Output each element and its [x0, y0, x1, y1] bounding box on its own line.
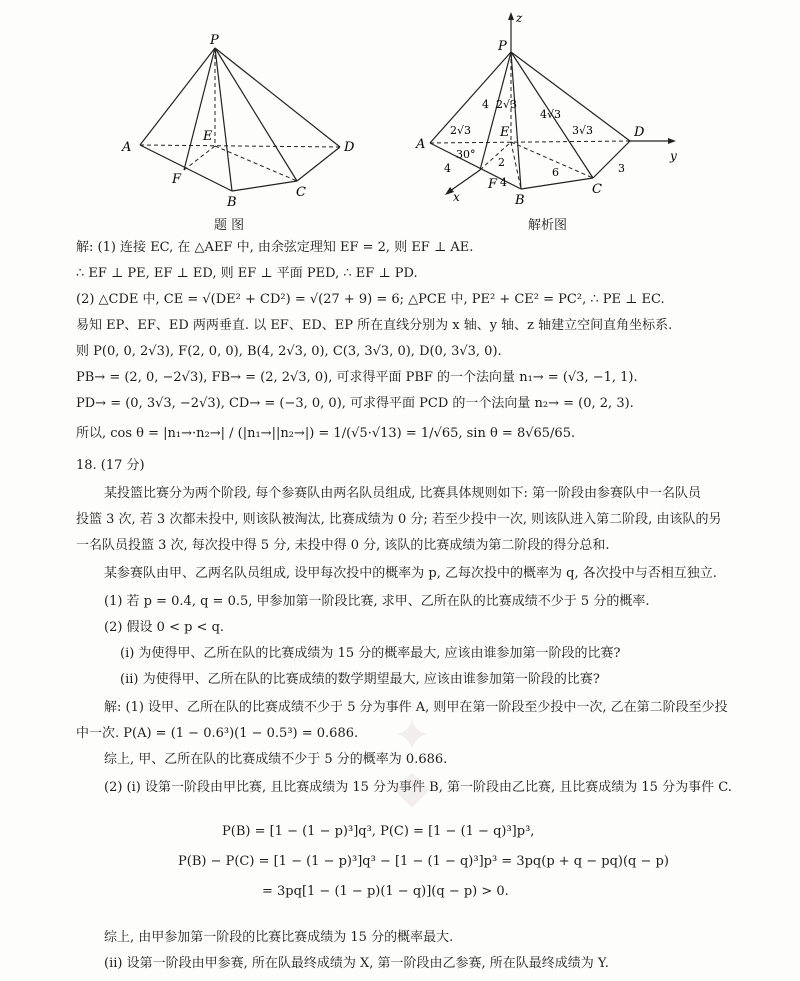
text-line: PD→ = (0, 3√3, −2√3), CD→ = (−3, 0, 0), 可求得平面 PCD 的一个法向量 n₂→ = (0, 2, 3). [76, 396, 634, 411]
label-cd: 3 [618, 162, 625, 175]
text-line: 解: (1) 连接 EC, 在 △AEF 中, 由余弦定理知 EF = 2, 则 EF ⊥ AE. [76, 240, 474, 255]
text-line: ∴ EF ⊥ PE, EF ⊥ ED, 则 EF ⊥ 平面 PED, ∴ EF ⊥ PD. [76, 266, 418, 281]
label-E: E [500, 125, 510, 140]
label-C: C [592, 182, 602, 197]
question-heading: 18. (17 分) [76, 458, 145, 473]
coordinate-diagram [400, 6, 700, 234]
label-F: F [172, 172, 182, 187]
label-C: C [296, 185, 306, 200]
figure-caption: 题 图 [214, 218, 245, 233]
solution-figure [400, 6, 700, 234]
label-A: A [122, 140, 132, 155]
text-line: (ii) 设第一阶段由甲参赛, 所在队最终成绩为 X, 第一阶段由乙参赛, 所在队最终成绩为 Y. [104, 956, 609, 971]
problem-figure [110, 6, 370, 234]
text-line: 所以, cos θ = |n₁→·n₂→| / (|n₁→||n₂→|) = 1/(√5·√13) = 1/√65, sin θ = 8√65/65. [76, 426, 576, 441]
math-line: = 3pq[1 − (1 − p)(1 − q)](q − p) > 0. [262, 884, 509, 899]
label-E: E [203, 129, 213, 144]
watermark: ✦ ◆ [392, 708, 432, 813]
text-line: 某参赛队由甲、乙两名队员组成, 设甲每次投中的概率为 p, 乙每次投中的概率为 q, 各次投中与否相互独立. [104, 566, 717, 581]
text-line: 中一次. P(A) = (1 − 0.6³)(1 − 0.5³) = 0.686. [76, 726, 359, 741]
text-line: (2) △CDE 中, CE = √(DE² + CD²) = √(27 + 9) = 6; △PCE 中, PE² + CE² = PC², ∴ PE ⊥ EC. [76, 292, 665, 307]
label-F: F [488, 177, 498, 192]
label-A: A [416, 137, 426, 152]
text-line: 易知 EP、EF、ED 两两垂直. 以 EF、ED、EP 所在直线分别为 x 轴、y 轴、z 轴建立空间直角坐标系. [76, 318, 673, 333]
label-pe: 4 [482, 98, 489, 111]
text-line: (1) 若 p = 0.4, q = 0.5, 甲参加第一阶段比赛, 求甲、乙所在队的比赛成绩不少于 5 分的概率. [104, 594, 650, 609]
label-pb: 4√3 [540, 108, 562, 121]
math-line: P(B) − P(C) = [1 − (1 − p)³]q³ − [1 − (1 − q)³]p³ = 3pq(p + q − pq)(q − p) [178, 854, 669, 869]
label-y: y [670, 149, 677, 163]
label-D: D [344, 140, 355, 155]
text-line: 一名队员投篮 3 次, 每次投中得 5 分, 未投中得 0 分, 该队的比赛成绩为第二阶段的得分总和. [76, 538, 610, 553]
label-pf: 2√3 [496, 98, 518, 111]
label-z: z [516, 11, 523, 25]
math-line: P(B) = [1 − (1 − p)³]q³, P(C) = [1 − (1 − q)³]p³, [222, 824, 535, 839]
label-P: P [210, 33, 219, 48]
label-angle: 30° [456, 148, 476, 161]
text-line: 则 P(0, 0, 2√3), F(2, 0, 0), B(4, 2√3, 0), C(3, 3√3, 0), D(0, 3√3, 0). [76, 344, 502, 359]
text-line: (2) (i) 设第一阶段由甲比赛, 且比赛成绩为 15 分为事件 B, 第一阶段由乙比赛, 且比赛成绩为 15 分为事件 C. [104, 780, 732, 795]
text-line: (2) 假设 0 < p < q. [104, 620, 225, 635]
label-fb: 4 [500, 176, 507, 189]
text-line: PB→ = (2, 0, −2√3), FB→ = (2, 2√3, 0), 可求得平面 PBF 的一个法向量 n₁→ = (√3, −1, 1). [76, 370, 638, 385]
y-arrow-icon [668, 138, 676, 144]
text-line: 综上, 由甲参加第一阶段的比赛比赛成绩为 15 分的概率最大. [104, 930, 454, 945]
label-P: P [498, 39, 507, 54]
label-ae: 2√3 [450, 124, 472, 137]
z-arrow-icon [508, 12, 514, 20]
text-line: 综上, 甲、乙所在队的比赛成绩不少于 5 分的概率为 0.686. [104, 752, 448, 767]
label-af: 4 [444, 162, 451, 175]
label-pd: 3√3 [572, 124, 594, 137]
label-B: B [515, 193, 525, 208]
text-line: 解: (1) 设甲、乙所在队的比赛成绩不少于 5 分为事件 A, 则甲在第一阶段至少投中一次, 乙在第二阶段至少投 [104, 700, 728, 715]
text-line: 投篮 3 次, 若 3 次都未投中, 则该队被淘汰, 比赛成绩为 0 分; 若至少投中一次, 则该队进入第二阶段, 由该队的另 [76, 512, 722, 527]
label-x: x [453, 190, 460, 204]
pyramid-diagram [110, 6, 370, 234]
figure-caption: 解析图 [528, 218, 568, 233]
text-line: 某投篮比赛分为两个阶段, 每个参赛队由两名队员组成, 比赛具体规则如下: 第一阶段由参赛队中一名队员 [104, 486, 702, 501]
text-line: (i) 为使得甲、乙所在队的比赛成绩为 15 分的概率最大, 应该由谁参加第一阶段的比赛? [120, 646, 621, 661]
label-B: B [227, 195, 237, 210]
label-bc: 6 [552, 166, 559, 179]
text-line: (ii) 为使得甲、乙所在队的比赛成绩的数学期望最大, 应该由谁参加第一阶段的比赛? [120, 672, 600, 687]
label-D: D [634, 125, 645, 140]
label-ef: 2 [498, 156, 505, 169]
